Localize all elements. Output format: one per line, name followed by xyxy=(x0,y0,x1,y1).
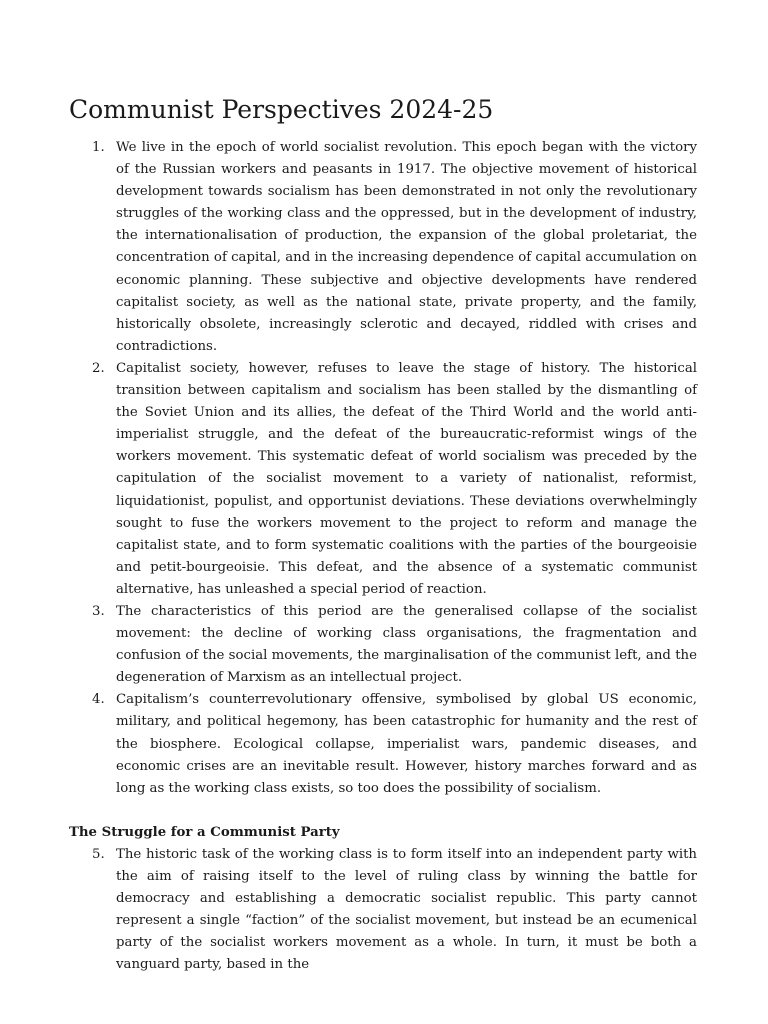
document-title: Communist Perspectives 2024-25 xyxy=(69,95,494,124)
item-number: 1. xyxy=(92,140,105,155)
list-item xyxy=(92,601,697,689)
item-number: 3. xyxy=(92,603,105,619)
item-text: Capitalism’s counterrevolutionary offensive, symbolised by global US economic, military, and political hegemony, has been catastrophic for humanity and the rest of the biosphere. Ecological collapse, imperialist wars, pandemic diseases, and economic crises are an inevitable result. However, history marches forward and as long as the working class exists, so too does the possibility of socialism. xyxy=(116,692,697,796)
list-item xyxy=(92,137,697,358)
item-text: The characteristics of this period are the generalised collapse of the socialist movement: the decline of working class organisations, the fragmentation and confusion of the social movements, the marginalisation of the communist left, and the degeneration of Marxism as an intellectual project. xyxy=(116,603,697,686)
list-item xyxy=(92,689,697,799)
item-text: We live in the epoch of world socialist revolution. This epoch began with the victory of the Russian workers and peasants in 1917. The objective movement of historical development towards socialism has been demonstrated in not only the revolutionary struggles of the working class and the oppressed, but in the development of industry, the internationalisation of production, the expansion of the global proletariat, the concentration of capital, and in the increasing dependence of capital accumulation on economic planning. These subjective and objective developments have rendered capitalist society, as well as the national state, private property, and the family, historically obsolete, increasingly sclerotic and decayed, riddled with crises and contradictions. xyxy=(116,140,697,354)
section-heading: The Struggle for a Communist Party xyxy=(69,825,340,840)
item-number: 5. xyxy=(92,847,105,862)
item-text: The historic task of the working class is to form itself into an independent party with the aim of raising itself to the level of ruling class by winning the battle for democracy and establishing a democratic socialist republic. This party cannot represent a single “faction” of the socialist movement, but instead be an ecumenical party of the socialist workers movement as a whole. In turn, it must be both a vanguard party, based in the xyxy=(116,847,697,973)
item-text: Capitalist society, however, refuses to leave the stage of history. The historical transition between capitalism and socialism has been stalled by the dismantling of the Soviet Union and its allies, the defeat of the Third World and the world anti-imperialist struggle, and the defeat of the bureaucratic-reformist wings of the workers movement. This systematic defeat of world socialism was preceded by the capitulation of the socialist movement to a variety of nationalist, reformist, liquidationist, populist, and opportunist deviations. These deviations overwhelmingly sought to fuse the workers movement to the project to reform and manage the capitalist state, and to form systematic coalitions with the parties of the bourgeoisie and petit-bourgeoisie. This defeat, and the absence of a systematic communist alternative, has unleashed a special period of reaction. xyxy=(116,360,697,597)
item-number: 4. xyxy=(92,692,105,708)
perspectives-list-party xyxy=(92,844,697,977)
list-item xyxy=(92,844,697,977)
list-item xyxy=(92,358,697,601)
perspectives-list-intro xyxy=(92,137,697,800)
item-number: 2. xyxy=(92,360,105,376)
